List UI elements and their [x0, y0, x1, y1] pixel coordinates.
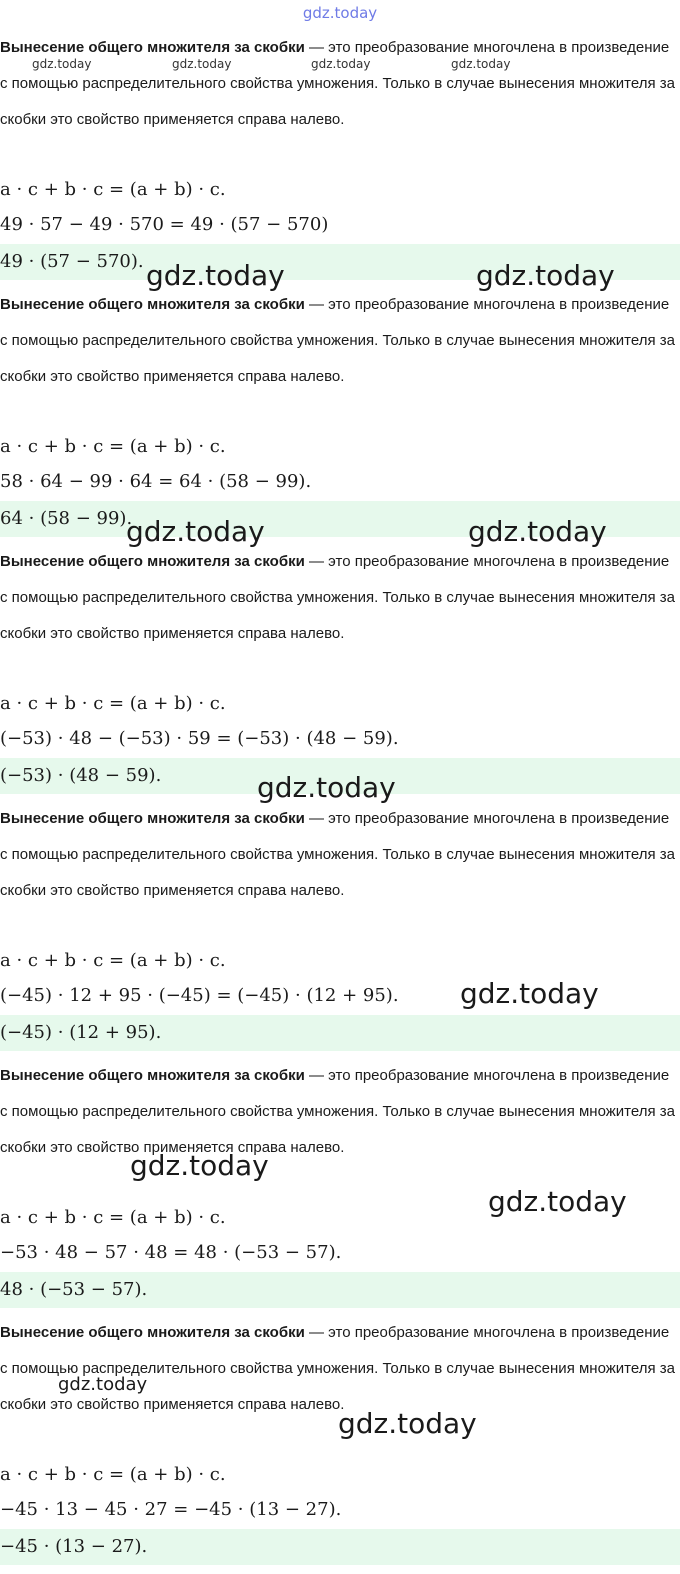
- solution-block-6: [0, 1315, 680, 1572]
- watermark: gdz.today: [460, 977, 599, 1010]
- definition-term: Вынесение общего множителя за скобки: [0, 296, 305, 313]
- watermark: gdz.today: [468, 515, 607, 548]
- definition-paragraph: [0, 1058, 680, 1166]
- definition-term: Вынесение общего множителя за скобки: [0, 1067, 305, 1084]
- distributive-rule: a · c + b · c = (a + b) · c.: [0, 693, 226, 714]
- solution-block-4: [0, 801, 680, 1058]
- watermark: gdz.today: [126, 515, 265, 548]
- definition-paragraph: [0, 287, 680, 395]
- distributive-rule: a · c + b · c = (a + b) · c.: [0, 1464, 226, 1485]
- distributive-rule: a · c + b · c = (a + b) · c.: [0, 950, 226, 971]
- definition-paragraph: [0, 801, 680, 909]
- watermark: gdz.today: [488, 1185, 627, 1218]
- solution-block-2: [0, 287, 680, 544]
- answer-line: −45 · (13 − 27).: [0, 1529, 680, 1565]
- solution-work: (−53) · 48 − (−53) · 59 = (−53) · (48 − 59).: [0, 728, 399, 749]
- watermark: gdz.today: [32, 57, 92, 71]
- definition-paragraph: [0, 30, 680, 138]
- answer-line: 49 · (57 − 570).: [0, 244, 680, 280]
- definition-term: Вынесение общего множителя за скобки: [0, 810, 305, 827]
- watermark: gdz.today: [311, 57, 371, 71]
- definition-paragraph: [0, 544, 680, 652]
- solution-work: −45 · 13 − 45 · 27 = −45 · (13 − 27).: [0, 1499, 342, 1520]
- watermark: gdz.today: [58, 1374, 148, 1395]
- watermark: gdz.today: [451, 57, 511, 71]
- definition-text: — это преобразование многочлена в произведение с помощью распределительного свойства умножения. Только в случае вынесения множителя за скобки это свойство применяется справа налево.: [0, 810, 675, 899]
- solution-work: 49 · 57 − 49 · 570 = 49 · (57 − 570): [0, 214, 329, 235]
- solution-work: (−45) · 12 + 95 · (−45) = (−45) · (12 + 95).: [0, 985, 399, 1006]
- distributive-rule: a · c + b · c = (a + b) · c.: [0, 1207, 226, 1228]
- distributive-rule: a · c + b · c = (a + b) · c.: [0, 436, 226, 457]
- watermark: gdz.today: [476, 259, 615, 292]
- answer-line: 64 · (58 − 99).: [0, 501, 680, 537]
- answer-line: (−53) · (48 − 59).: [0, 758, 680, 794]
- watermark: gdz.today: [130, 1149, 269, 1182]
- solution-work: 58 · 64 − 99 · 64 = 64 · (58 − 99).: [0, 471, 312, 492]
- definition-text: — это преобразование многочлена в произведение с помощью распределительного свойства умножения. Только в случае вынесения множителя за скобки это свойство применяется справа налево.: [0, 39, 675, 128]
- definition-text: — это преобразование многочлена в произведение с помощью распределительного свойства умножения. Только в случае вынесения множителя за скобки это свойство применяется справа налево.: [0, 553, 675, 642]
- distributive-rule: a · c + b · c = (a + b) · c.: [0, 179, 226, 200]
- definition-text: — это преобразование многочлена в произведение с помощью распределительного свойства умножения. Только в случае вынесения множителя за скобки это свойство применяется справа налево.: [0, 1067, 675, 1156]
- definition-term: Вынесение общего множителя за скобки: [0, 1324, 305, 1341]
- watermark: gdz.today: [338, 1407, 477, 1440]
- watermark: gdz.today: [257, 771, 396, 804]
- answer-line: 48 · (−53 − 57).: [0, 1272, 680, 1308]
- watermark: gdz.today: [146, 259, 285, 292]
- definition-term: Вынесение общего множителя за скобки: [0, 39, 305, 56]
- watermark: gdz.today: [172, 57, 232, 71]
- definition-text: — это преобразование многочлена в произведение с помощью распределительного свойства умножения. Только в случае вынесения множителя за скобки это свойство применяется справа налево.: [0, 1324, 675, 1413]
- answer-line: (−45) · (12 + 95).: [0, 1015, 680, 1051]
- site-header: gdz.today: [302, 4, 378, 22]
- solution-work: −53 · 48 − 57 · 48 = 48 · (−53 − 57).: [0, 1242, 342, 1263]
- solution-block-3: [0, 544, 680, 801]
- definition-text: — это преобразование многочлена в произведение с помощью распределительного свойства умножения. Только в случае вынесения множителя за скобки это свойство применяется справа налево.: [0, 296, 675, 385]
- definition-term: Вынесение общего множителя за скобки: [0, 553, 305, 570]
